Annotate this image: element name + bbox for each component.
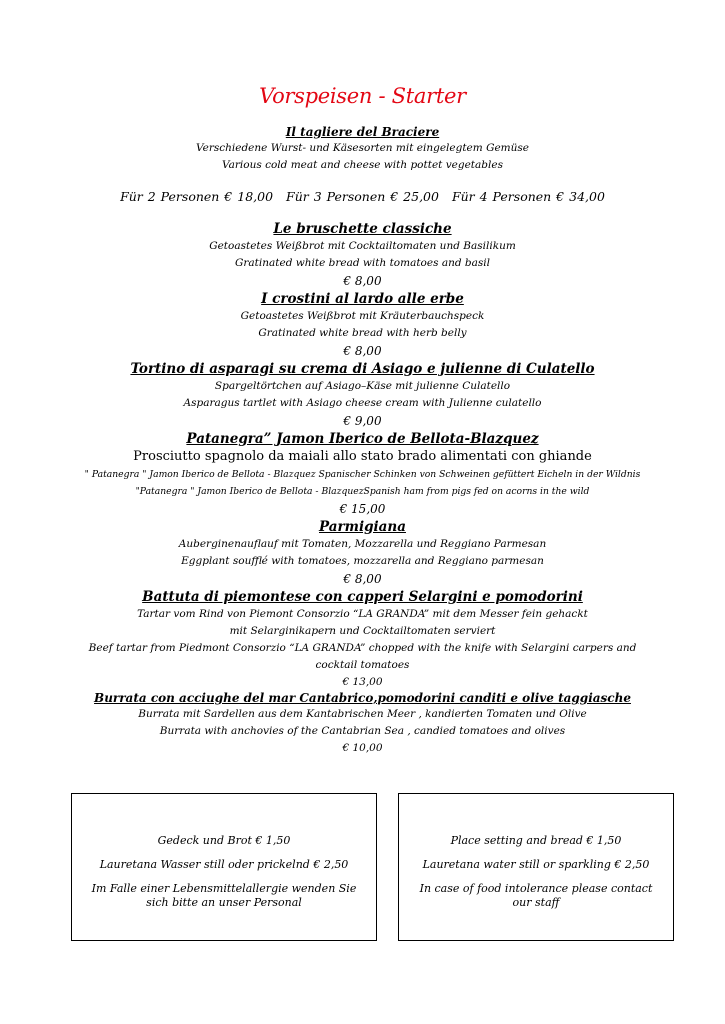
- cover-charge-de: Gedeck und Brot € 1,50: [157, 834, 291, 847]
- dish-description-it: Prosciutto spagnolo da maiali allo stato brado alimentati con ghiande: [133, 449, 592, 464]
- menu-item-crostini: [40, 290, 685, 360]
- dish-price: € 9,00: [343, 414, 382, 428]
- dish-description-en: Asparagus tartlet with Asiago cheese cream with Julienne culatello: [183, 397, 542, 409]
- allergy-note-de: Im Falle einer Lebensmittelallergie wenden Sie sich bitte an unser Personal: [91, 882, 357, 909]
- menu-content: [40, 124, 685, 756]
- dish-description-de: Burrata mit Sardellen aus dem Kantabrischen Meer , kandierten Tomaten und Olive: [138, 708, 587, 720]
- dish-price: € 8,00: [343, 274, 382, 288]
- dish-description-de: Verschiedene Wurst- und Käsesorten mit eingelegtem Gemüse: [196, 142, 529, 154]
- price-4-persons: Für 4 Personen € 34,00: [451, 189, 605, 204]
- menu-item-parmigiana: [40, 518, 685, 588]
- dish-description-en: Gratinated white bread with herb belly: [258, 327, 467, 339]
- price-2-persons: Für 2 Personen € 18,00: [120, 189, 274, 204]
- dish-name: Battuta di piemontese con capperi Selargini e pomodorini: [142, 589, 583, 605]
- dish-name: Tortino di asparagi su crema di Asiago e julienne di Culatello: [130, 361, 595, 377]
- dish-name: I crostini al lardo alle erbe: [261, 291, 464, 307]
- menu-item-bruschette: [40, 220, 685, 290]
- dish-description-en: Burrata with anchovies of the Cantabrian Sea , candied tomatoes and olives: [159, 725, 566, 737]
- dish-price: € 13,00: [342, 676, 383, 688]
- dish-name: Parmigiana: [319, 519, 406, 535]
- dish-price: € 15,00: [339, 502, 386, 516]
- dish-description-de: Spargeltörtchen auf Asiago–Käse mit julienne Culatello: [214, 380, 511, 392]
- info-box-en: [398, 793, 674, 941]
- page-title: Vorspeisen - Starter: [259, 84, 466, 108]
- dish-description-de: Tartar vom Rind von Piemont Consorzio “LA GRANDA” mit dem Messer fein gehackt: [137, 608, 588, 620]
- dish-price: € 8,00: [343, 572, 382, 586]
- person-prices: [40, 188, 685, 206]
- price-3-persons: Für 3 Personen € 25,00: [286, 189, 439, 204]
- dish-description-de: Getoastetes Weißbrot mit Cocktailtomaten und Basilikum: [209, 240, 516, 252]
- dish-name: Le bruschette classiche: [273, 221, 452, 237]
- dish-name: Patanegra” Jamon Iberico de Bellota-Blazquez: [186, 431, 539, 447]
- dish-description-en: Gratinated white bread with tomatoes and basil: [235, 257, 490, 269]
- water-price-en: Lauretana water still or sparkling € 2,50: [422, 858, 650, 871]
- menu-item-patanegra: [40, 430, 685, 518]
- dish-description-de: " Patanegra " Jamon Iberico de Bellota - Blazquez Spanischer Schinken von Schweinen gefüttert Eicheln in der Wildnis: [84, 469, 641, 480]
- dish-description-en: Beef tartar from Piedmont Consorzio “LA GRANDA” chopped with the knife with Selargini carpers and: [88, 642, 637, 654]
- dish-description-en: "Patanegra " Jamon Iberico de Bellota - BlazquezSpanish ham from pigs fed on acorns in the wild: [135, 486, 590, 497]
- dish-description-de-line2: mit Selarginikapern und Cocktailtomaten serviert: [229, 625, 496, 637]
- dish-price: € 8,00: [343, 344, 382, 358]
- allergy-note-en: In case of food intolerance please contact our staff: [419, 882, 653, 909]
- menu-item-battuta: [40, 588, 685, 690]
- dish-description-en: Various cold meat and cheese with pottet vegetables: [222, 159, 503, 171]
- info-box-de: [71, 793, 377, 941]
- menu-item-burrata: [40, 690, 685, 756]
- menu-item-tortino: [40, 360, 685, 430]
- cover-charge-en: Place setting and bread € 1,50: [450, 834, 622, 847]
- menu-item-tagliere: [40, 124, 685, 206]
- dish-description-de: Auberginenauflauf mit Tomaten, Mozzarella und Reggiano Parmesan: [178, 538, 547, 550]
- water-price-de: Lauretana Wasser still oder prickelnd € 2,50: [99, 858, 349, 871]
- dish-price: € 10,00: [342, 742, 383, 754]
- dish-description-de: Getoastetes Weißbrot mit Kräuterbauchspeck: [240, 310, 485, 322]
- dish-description-en: Eggplant soufflé with tomatoes, mozzarella and Reggiano parmesan: [181, 555, 544, 567]
- dish-description-en-line2: cocktail tomatoes: [315, 659, 410, 671]
- dish-name: Il tagliere del Braciere: [285, 125, 440, 139]
- dish-name: Burrata con acciughe del mar Cantabrico,pomodorini canditi e olive taggiasche: [94, 691, 631, 705]
